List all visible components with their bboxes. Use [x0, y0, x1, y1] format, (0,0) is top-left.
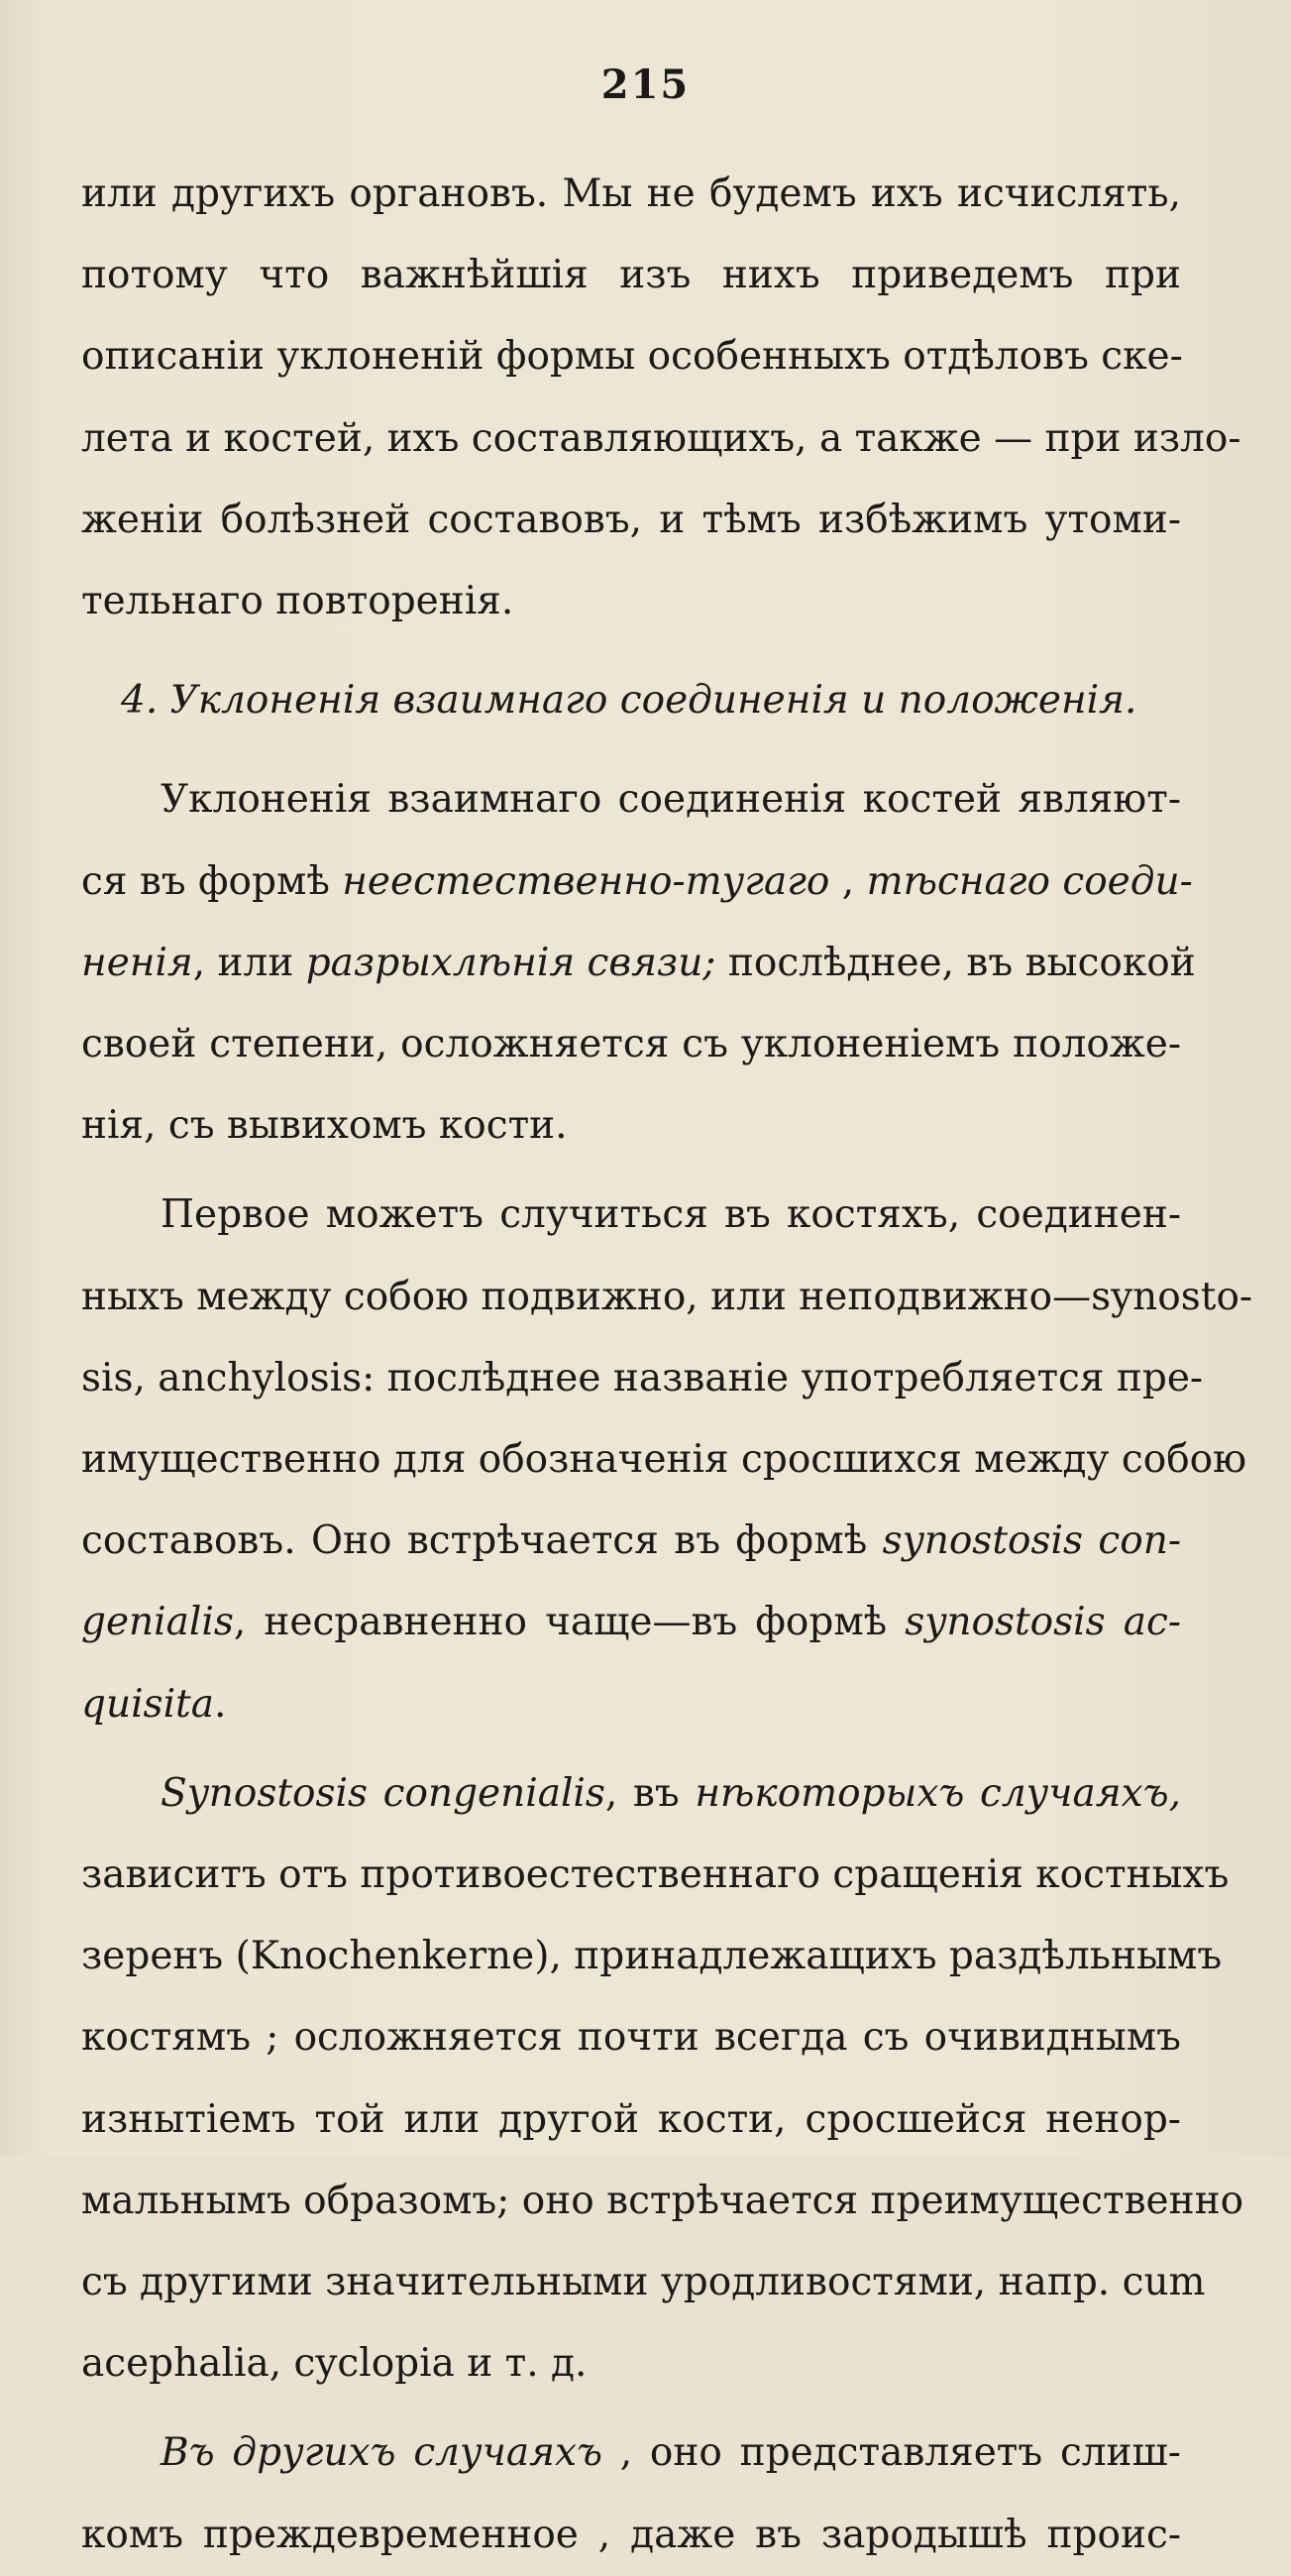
text-line: тельнаго повторенія. [81, 579, 514, 624]
text-line: acephalia, cyclopia и т. д. [81, 2341, 588, 2387]
text-line: женіи болѣзней составовъ, и тѣмъ избѣжимъ утоми- [81, 497, 1181, 542]
text-line: нія, съ вывихомъ кости. [81, 1103, 568, 1149]
text-line: или другихъ органовъ. Мы не будемъ ихъ исчислять, [81, 171, 1181, 216]
text-line: комъ преждевременное , даже въ зародышѣ проис- [81, 2512, 1181, 2557]
text-line: зависитъ отъ противоестественнаго сращенія костныхъ [81, 1852, 1230, 1898]
text-line: составовъ. Оно встрѣчается въ формѣ synostosis con- [81, 1518, 1181, 1564]
text-line: лета и костей, ихъ составляющихъ, а также — при изло- [81, 415, 1241, 461]
text-line: Уклоненія взаимнаго соединенія костей являют- [161, 777, 1181, 823]
text-line: зеренъ (Knochenkerne), принадлежащихъ раздѣльнымъ [81, 1934, 1223, 1979]
text-line: genialis, несравненно чаще—въ формѣ synostosis ac- [81, 1600, 1181, 1645]
text-line: Synostosis congenialis, въ нѣкоторыхъ случаяхъ, [161, 1770, 1181, 1816]
text-line: имущественно для обозначенія сросшихся между собою [81, 1437, 1247, 1483]
section-heading: 4. Уклоненія взаимнаго соединенія и положенія. [121, 678, 1137, 724]
text-line: Первое можетъ случиться въ костяхъ, соединен- [161, 1192, 1181, 1238]
text-line: ненія, или разрыхлѣнія связи; послѣднее, въ высокой [81, 940, 1196, 985]
text-line: ныхъ между собою подвижно, или неподвижно—synosto- [81, 1274, 1253, 1319]
text-line: мальнымъ образомъ; оно встрѣчается преимущественно [81, 2178, 1244, 2223]
text-line: описаніи уклоненій формы особенныхъ отдѣловъ ске- [81, 334, 1183, 380]
text-line: потому что важнѣйшія изъ нихъ приведемъ при [81, 253, 1181, 298]
text-line: съ другими значительными уродливостями, напр. cum [81, 2260, 1206, 2305]
page-number: 215 [600, 61, 691, 108]
text-line: изнытіемъ той или другой кости, сросшейся ненор- [81, 2096, 1181, 2142]
text-line: своей степени, осложняется съ уклоненіемъ положе- [81, 1022, 1181, 1067]
page-text [81, 154, 1253, 2576]
text-line: sis, anchylosis: послѣднее названіе употребляется пре- [81, 1355, 1204, 1400]
text-line: quisita. [81, 1681, 227, 1727]
text-line: Въ другихъ случаяхъ , оно представляетъ слиш- [161, 2430, 1181, 2476]
text-line: костямъ ; осложняется почти всегда съ очивиднымъ [81, 2015, 1181, 2061]
text-line: ся въ формѣ неестественно-тугаго , тѣснаго соеди- [81, 858, 1193, 904]
